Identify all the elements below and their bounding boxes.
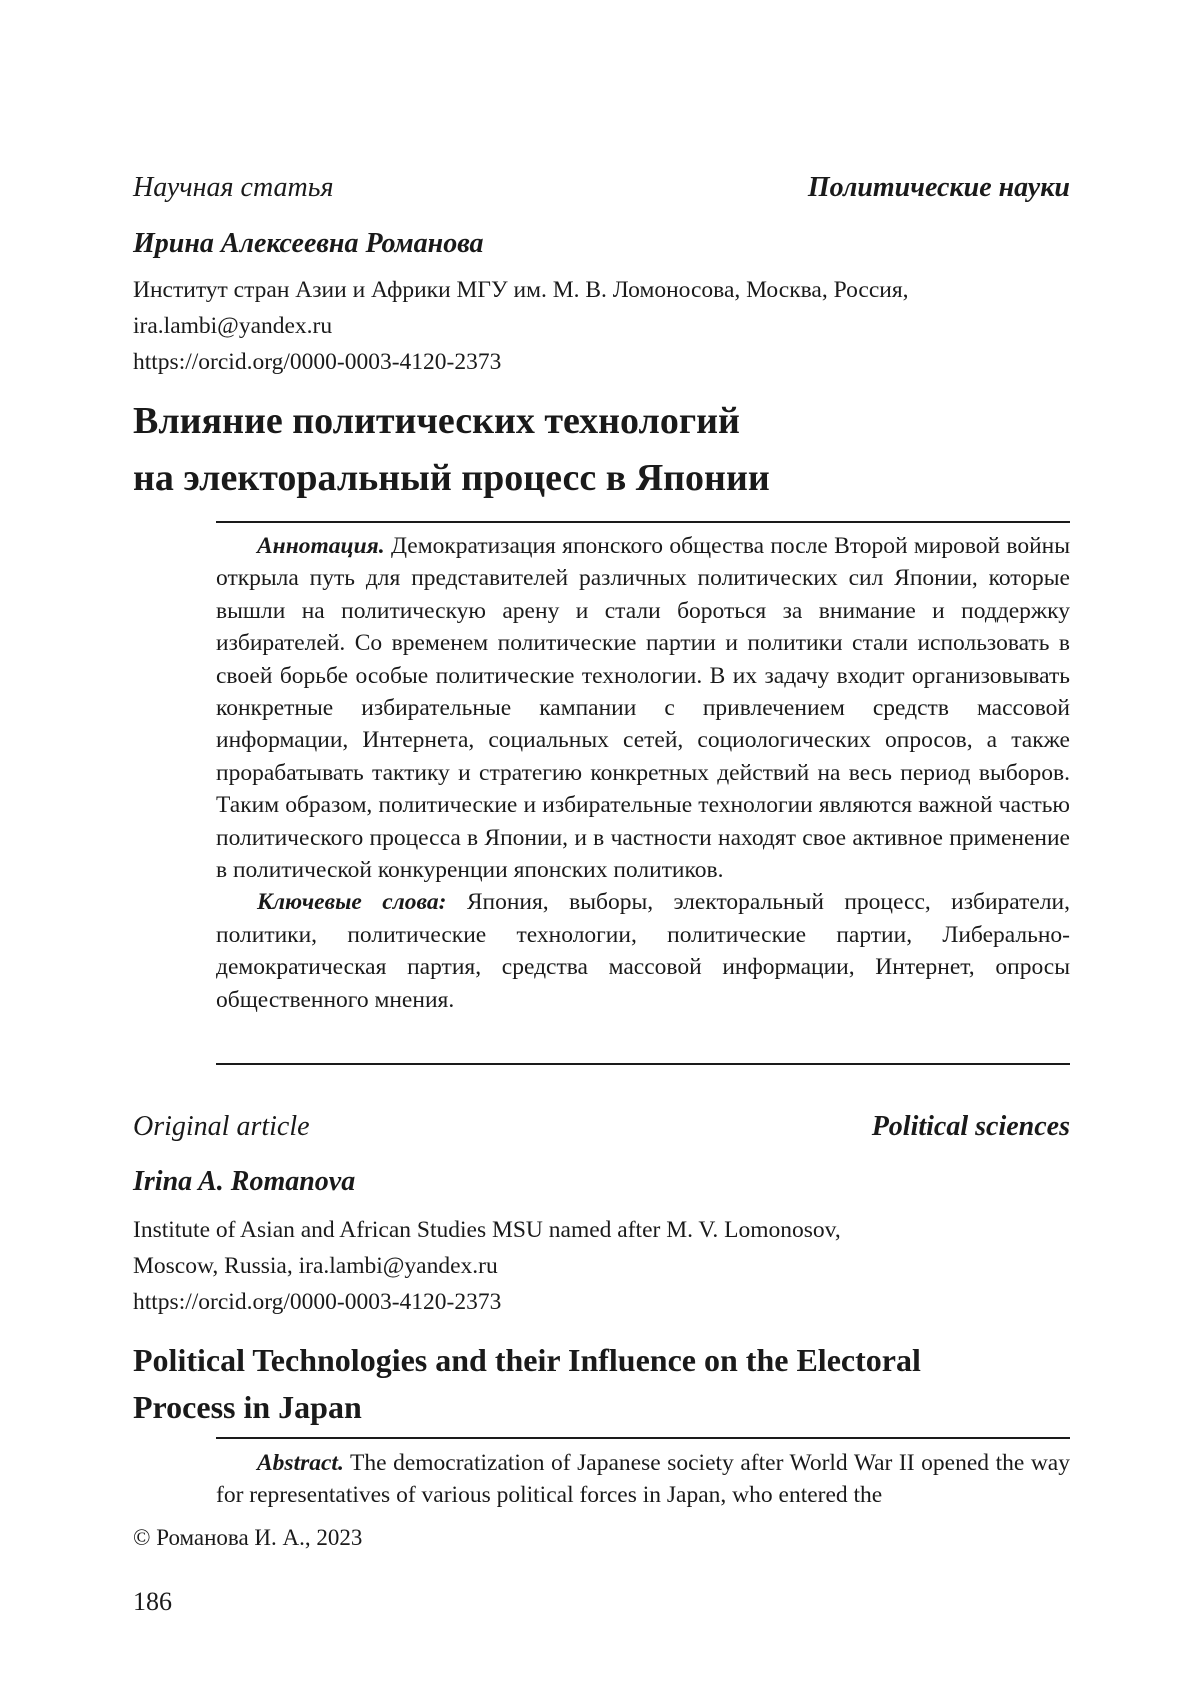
en-affiliation-line-1: Institute of Asian and African Studies MSU named after M. V. Lomonosov, xyxy=(133,1217,841,1243)
en-title-line-1: Political Technologies and their Influence on the Electoral xyxy=(133,1342,921,1378)
copyright-notice: © Романова И. А., 2023 xyxy=(133,1525,363,1550)
en-abstract-label: Abstract. xyxy=(257,1450,344,1476)
en-header-row xyxy=(133,1111,1070,1143)
en-affiliation-line-2: Moscow, Russia, ira.lambi@yandex.ru xyxy=(133,1253,498,1279)
ru-abstract xyxy=(216,530,1070,886)
en-abstract-top-rule xyxy=(216,1437,1070,1439)
en-affiliation xyxy=(133,1212,841,1320)
page-number: 186 xyxy=(133,1587,172,1616)
ru-title-line-2: на электоральный процесс в Японии xyxy=(133,457,770,499)
ru-email: ira.lambi@yandex.ru xyxy=(133,313,333,339)
ru-affiliation-line: Институт стран Азии и Африки МГУ им. М. В. Ломоносова, Москва, Россия, xyxy=(133,277,909,303)
en-abstract-block xyxy=(216,1447,1070,1512)
ru-keywords-text: Япония, выборы, электоральный процесс, избиратели, политики, политические технологии, политические партии, Либерально-демократическая партия, средства массовой информации, Интернет, опросы общественного мнения. xyxy=(216,889,1071,1013)
en-abstract xyxy=(216,1447,1070,1512)
ru-abstract-top-rule xyxy=(216,521,1070,523)
ru-author: Ирина Алексеевна Романова xyxy=(133,228,484,259)
ru-abstract-bottom-rule xyxy=(216,1063,1070,1065)
en-section: Political sciences xyxy=(871,1111,1070,1142)
ru-affiliation xyxy=(133,272,909,380)
en-abstract-text: The democratization of Japanese society after World War II opened the way for representatives of various political forces in Japan, who entered the xyxy=(216,1450,1070,1509)
ru-abstract-block xyxy=(216,530,1070,1016)
en-author: Irina A. Romanova xyxy=(133,1166,356,1197)
ru-keywords-label: Ключевые слова: xyxy=(257,889,447,916)
ru-section: Политические науки xyxy=(807,172,1070,203)
ru-abstract-text: Демократизация японского общества после Второй мировой войны открыла путь для представителей различных политических сил Японии, которые вышли на политическую арену и стали бороться за внимание и поддержку избирателей. Со временем политические партии и политики стали использовать в своей борьбе особые политические технологии. В их задачу входит организовывать конкретные избирательные кампании с привлечением средств массовой информации, Интернета, социальных сетей, социологических опросов, а также прорабатывать тактику и стратегию конкретных действий на весь период выборов. Таким образом, политические и избирательные технологии являются важной частью политического процесса в Японии, и в частности находят свое активное применение в политической конкуренции японских политиков. xyxy=(216,533,1071,884)
ru-orcid: https://orcid.org/0000-0003-4120-2373 xyxy=(133,349,502,375)
ru-title xyxy=(133,393,770,507)
ru-title-line-1: Влияние политических технологий xyxy=(133,400,740,442)
ru-header-row xyxy=(133,172,1070,204)
ru-article-type: Научная статья xyxy=(133,172,334,203)
en-article-type: Original article xyxy=(133,1111,310,1142)
en-orcid: https://orcid.org/0000-0003-4120-2373 xyxy=(133,1289,502,1315)
ru-keywords xyxy=(216,886,1070,1016)
ru-abstract-label: Аннотация. xyxy=(257,533,385,559)
en-title-line-2: Process in Japan xyxy=(133,1389,362,1425)
en-title xyxy=(133,1337,921,1431)
